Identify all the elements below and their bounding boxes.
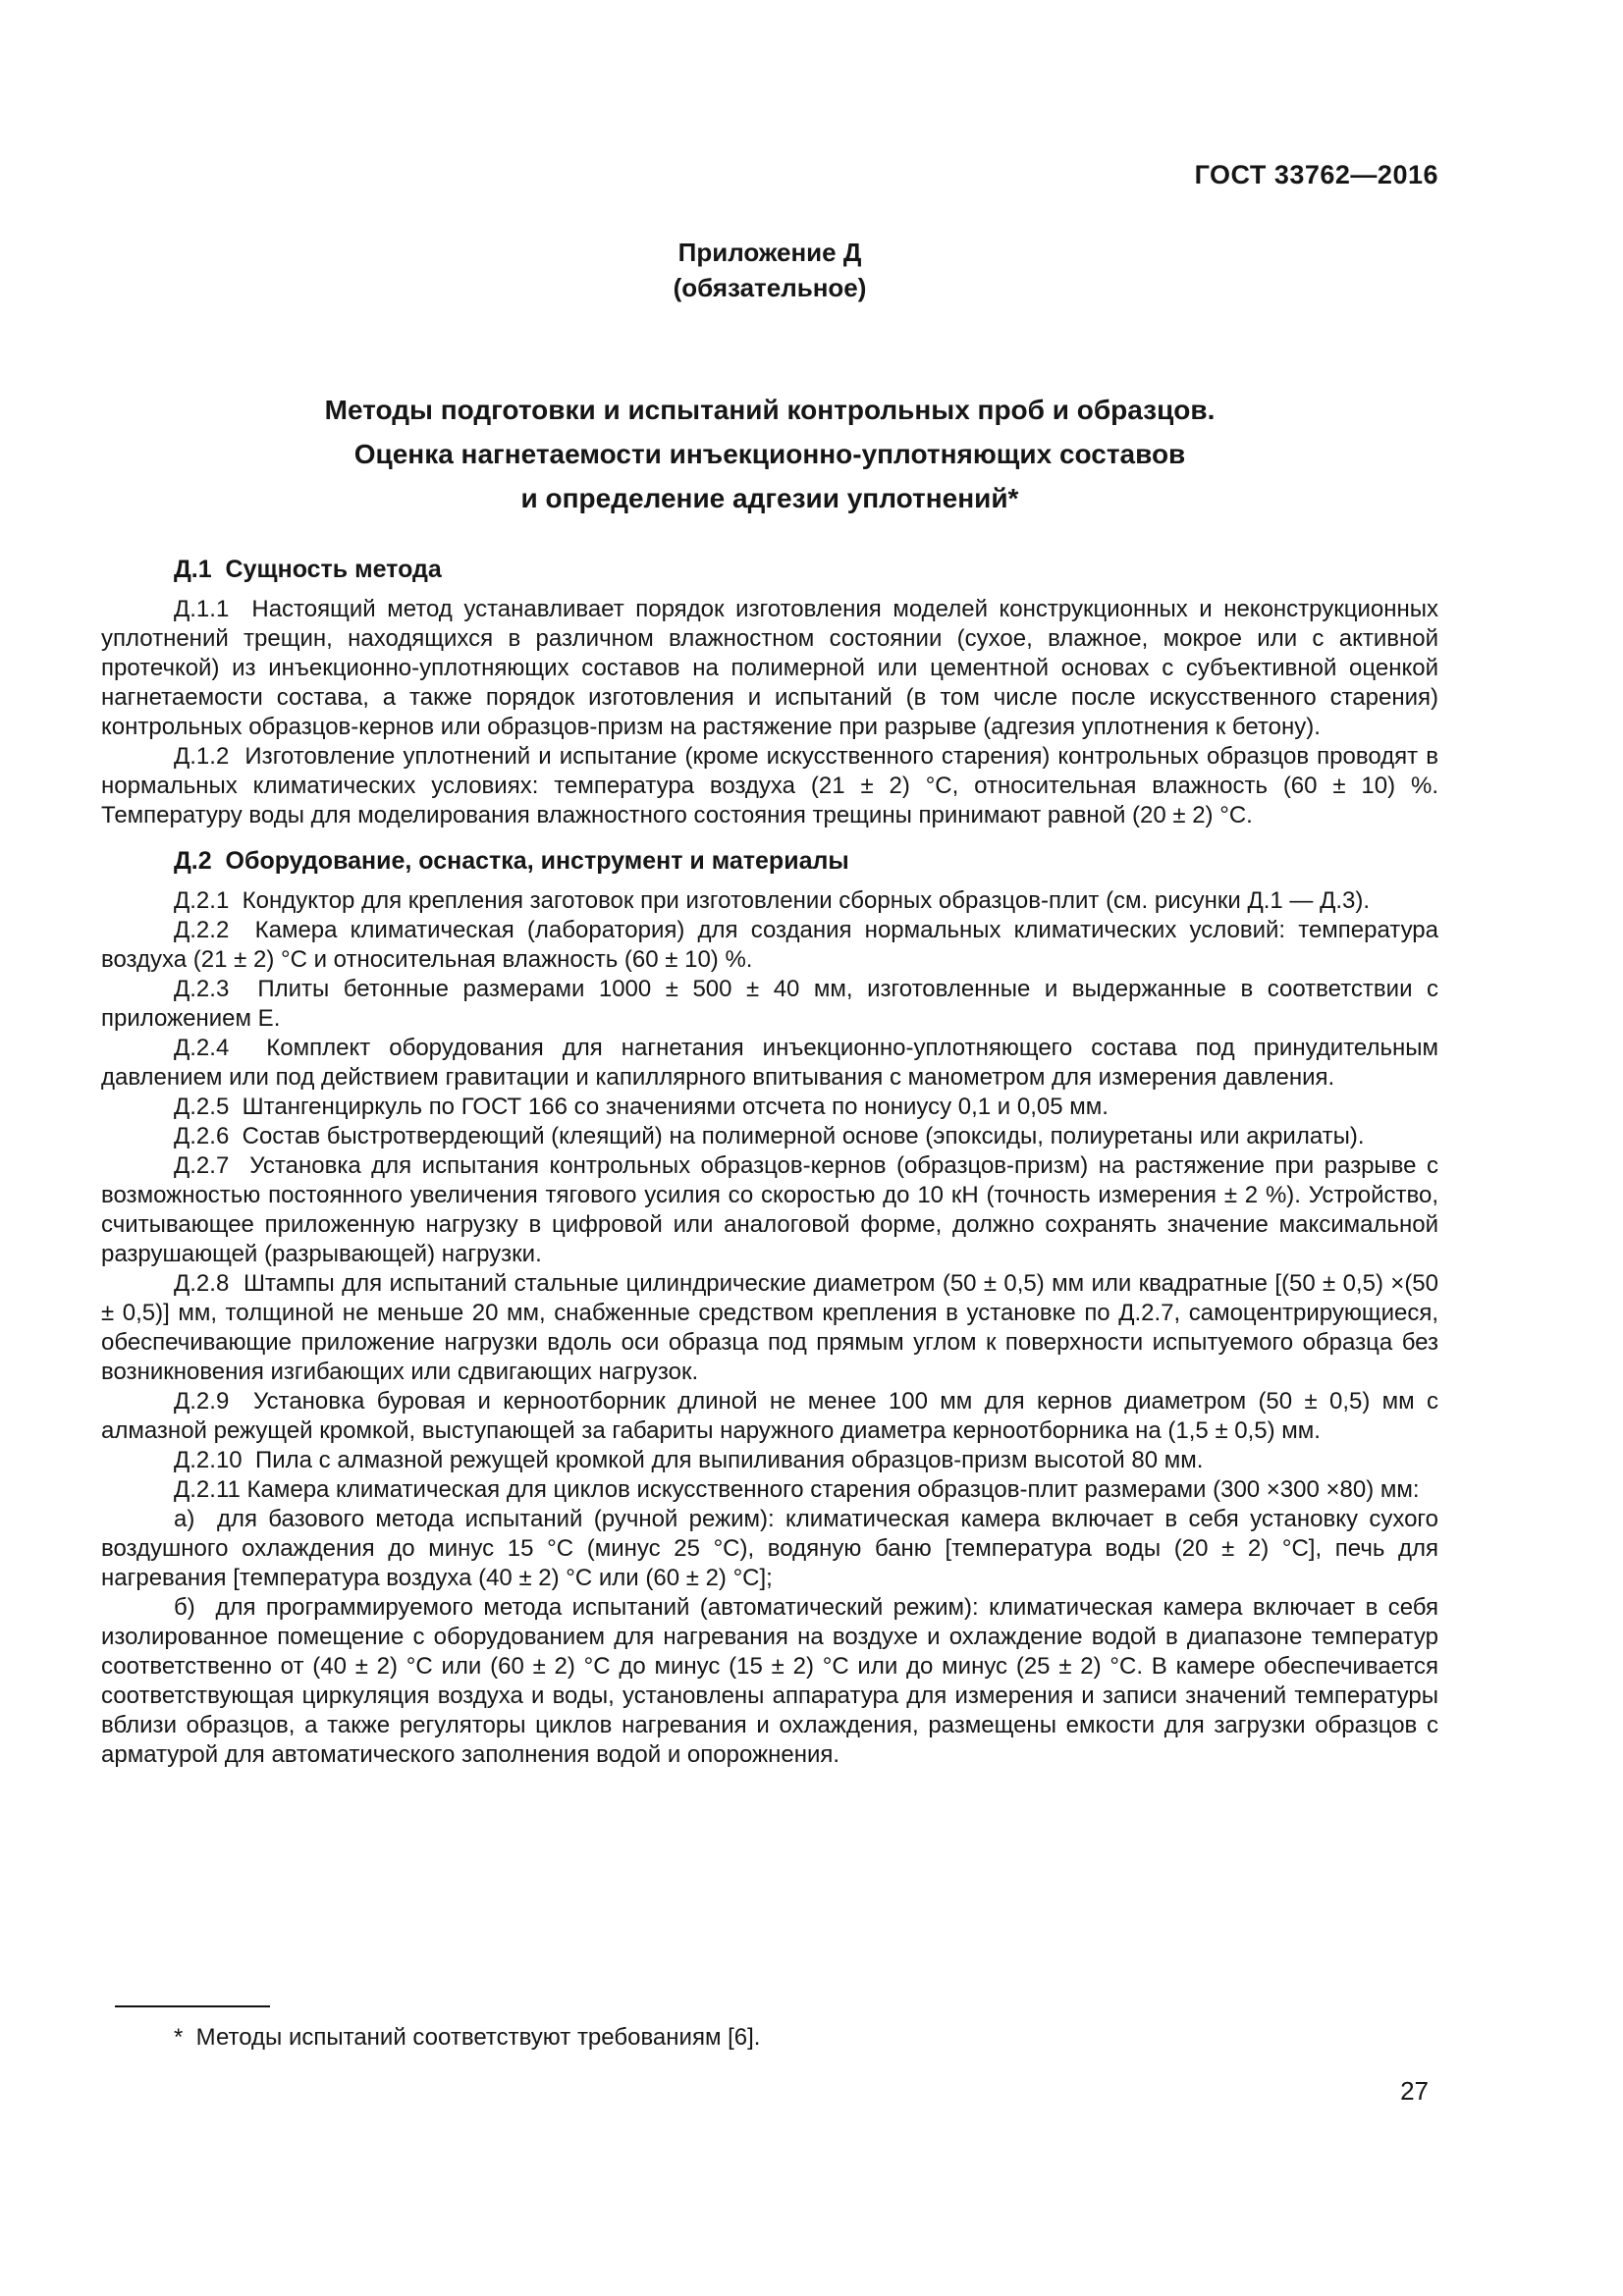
paragraph-d2-2: Д.2.2 Камера климатическая (лаборатория) для создания нормальных климатических условий: температура воздуха (21 ± 2) °С и относительная влажность (60 ± 10) %. [101, 917, 1438, 973]
title-line-1: Методы подготовки и испытаний контрольных проб и образцов. [324, 395, 1216, 425]
paragraph-d2-7: Д.2.7 Установка для испытания контрольных образцов-кернов (образцов-призм) на растяжение при разрыве с возможностью постоянного увеличения тягового усилия со скоростью до 10 кН (точность измерения ± 2 %). Устройство, считывающее приложенную нагрузку в цифровой или аналоговой форме, должно сохранять значение максимальной разрушающей (разрывающей) нагрузки. [101, 1152, 1438, 1267]
footnote-rule [115, 2005, 270, 2007]
footnote-block [101, 2005, 1438, 2053]
paragraph-d2-10: Д.2.10 Пила с алмазной режущей кромкой для выпиливания образцов-призм высотой 80 мм. [174, 1447, 1204, 1473]
paragraph-d2-11: Д.2.11 Камера климатическая для циклов искусственного старения образцов-плит размерами (300 ×300 ×80) мм: [174, 1476, 1420, 1503]
paragraph-d1-1: Д.1.1 Настоящий метод устанавливает порядок изготовления моделей конструкционных и неконструкционных уплотнений трещин, находящихся в различном влажностном состоянии (сухое, влажное, мокрое или с активной протечкой) из инъекционно-уплотняющих составов на полимерной или цементной основах с субъективной оценкой нагнетаемости состава, а также порядок изготовления и испытаний (в том числе после искусственного старения) контрольных образцов-кернов или образцов-призм на растяжение при разрыве (адгезия уплотнения к бетону). [101, 596, 1438, 740]
paragraph-d2-3: Д.2.3 Плиты бетонные размерами 1000 ± 500 ± 40 мм, изготовленные и выдержанные в соответствии с приложением Е. [101, 976, 1438, 1032]
paragraph-d2-4: Д.2.4 Комплект оборудования для нагнетания инъекционно-уплотняющего состава под принудительным давлением или под действием гравитации и капиллярного впитывания с манометром для измерения давления. [101, 1035, 1438, 1091]
section-d1-heading: Д.1 Сущность метода [174, 556, 442, 583]
appendix-block [101, 235, 1438, 305]
section-d2-heading: Д.2 Оборудование, оснастка, инструмент и материалы [174, 847, 849, 875]
paragraph-d2-9: Д.2.9 Установка буровая и керноотборник длиной не менее 100 мм для кернов диаметром (50 ± 0,5) мм с алмазной режущей кромкой, выступающей за габариты наружного диаметра керноотборника на (1,5 ± 0,5) мм. [101, 1388, 1438, 1444]
title-line-3: и определение адгезии уплотнений* [520, 483, 1019, 513]
paragraph-d2-1: Д.2.1 Кондуктор для крепления заготовок при изготовлении сборных образцов-плит (см. рисунки Д.1 — Д.3). [174, 887, 1371, 914]
appendix-kind: (обязательное) [673, 273, 867, 302]
paragraph-d2-11-item-b: б) для программируемого метода испытаний (автоматический режим): климатическая камера включает в себя изолированное помещение с оборудованием для нагревания на воздухе и охлаждение водой в диапазоне температур соответственно от (40 ± 2) °С или (60 ± 2) °С до минус (15 ± 2) °С или до минус (25 ± 2) °С. В камере обеспечивается соответствующая циркуляция воздуха и воды, установлены аппаратура для измерения и записи значений температуры вблизи образцов, а также регуляторы циклов нагревания и охлаждения, размещены емкости для загрузки образцов с арматурой для автоматического заполнения водой и опорожнения. [101, 1594, 1438, 1768]
page-number: 27 [1400, 2076, 1429, 2106]
document-code: ГОСТ 33762—2016 [1194, 160, 1438, 189]
document-title [101, 388, 1438, 520]
paragraph-d1-2: Д.1.2 Изготовление уплотнений и испытание (кроме искусственного старения) контрольных образцов проводят в нормальных климатических условиях: температура воздуха (21 ± 2) °С, относительная влажность (60 ± 10) %. Температуру воды для моделирования влажностного состояния трещины принимают равной (20 ± 2) °С. [101, 743, 1438, 828]
paragraph-d2-6: Д.2.6 Состав быстротвердеющий (клеящий) на полимерной основе (эпоксиды, полиуретаны или акрилаты). [174, 1123, 1365, 1149]
title-line-2: Оценка нагнетаемости инъекционно-уплотняющих составов [353, 439, 1186, 469]
paragraph-d2-8: Д.2.8 Штампы для испытаний стальные цилиндрические диаметром (50 ± 0,5) мм или квадратные [(50 ± 0,5) ×(50 ± 0,5)] мм, толщиной не меньше 20 мм, снабженные средством крепления в установке по Д.2.7, самоцентрирующиеся, обеспечивающие приложение нагрузки вдоль оси образца под прямым углом к поверхности испытуемого образца без возникновения изгибающих или сдвигающих нагрузок. [101, 1270, 1438, 1385]
paragraph-d2-5: Д.2.5 Штангенциркуль по ГОСТ 166 со значениями отсчета по нониусу 0,1 и 0,05 мм. [174, 1094, 1109, 1120]
footnote-text: * Методы испытаний соответствуют требованиям [6]. [174, 2024, 761, 2051]
appendix-label: Приложение Д [677, 238, 862, 267]
paragraph-d2-11-item-a: а) для базового метода испытаний (ручной режим): климатическая камера включает в себя установку сухого воздушного охлаждения до минус 15 °С (минус 25 °С), водяную баню [температура воды (20 ± 2) °С], печь для нагревания [температура воздуха (40 ± 2) °С или (60 ± 2) °С]; [101, 1506, 1438, 1591]
